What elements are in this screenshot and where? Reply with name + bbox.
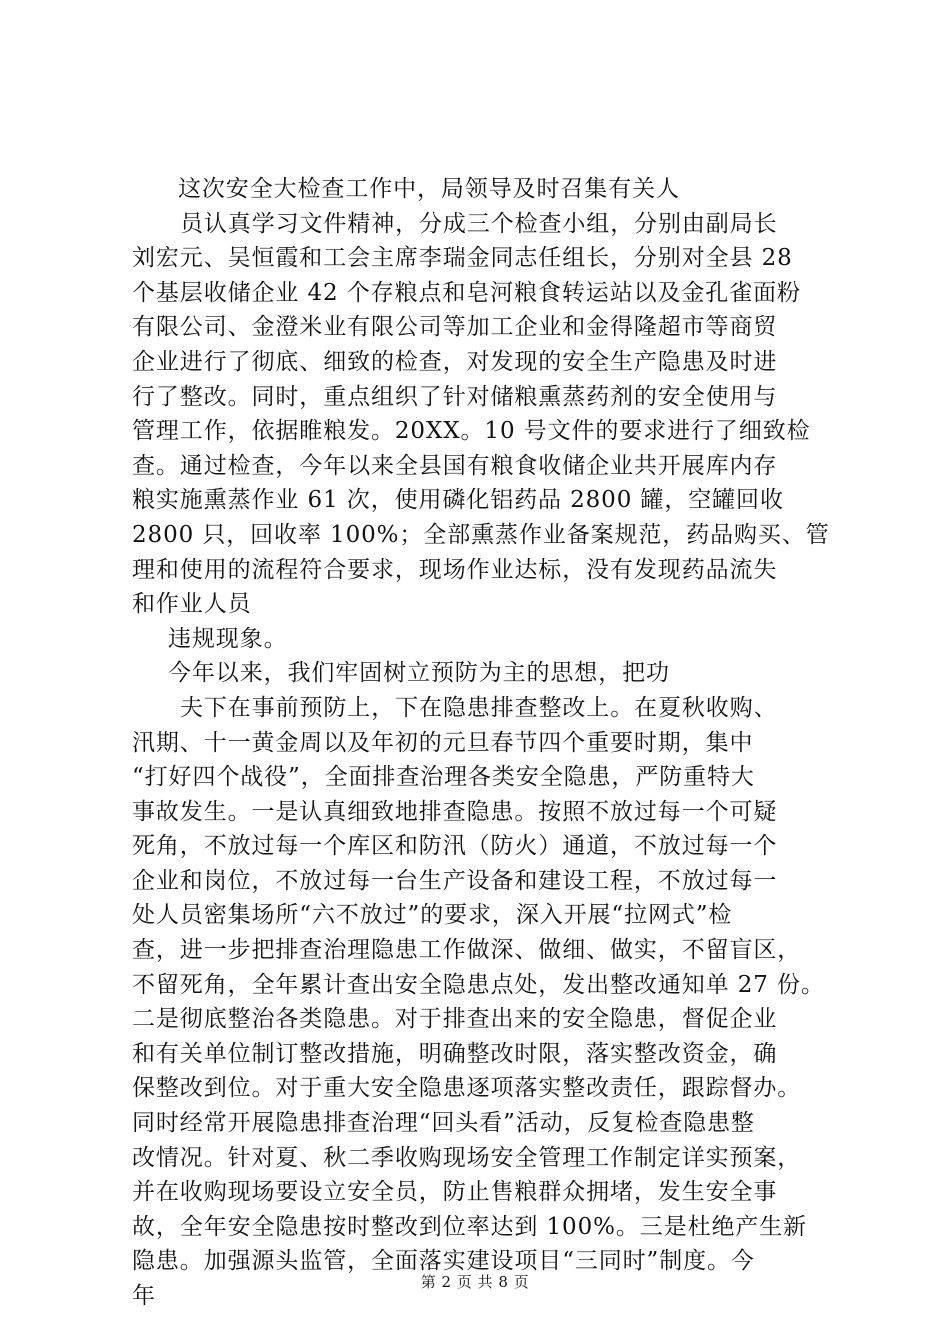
text-line: 不留死角，全年累计查出安全隐患点处，发出整改通知单 27 份。 [132, 971, 825, 998]
text-line: 和作业人员 [132, 591, 252, 618]
text-line: 粮实施熏蒸作业 61 次，使用磷化铝药品 2800 罐，空罐回收 [132, 487, 784, 514]
text-line: 查。通过检查，今年以来全县国有粮食收储企业共开展库内存 [132, 452, 778, 479]
page-number-footer: 第 2 页 共 8 页 [420, 1273, 530, 1291]
text-line: 员认真学习文件精神，分成三个检查小组，分别由副局长 [180, 210, 778, 237]
text-line: 夫下在事前预防上，下在隐患排查整改上。在夏秋收购、 [180, 694, 778, 721]
text-line: 这次安全大检查工作中，局领导及时召集有关人 [178, 176, 680, 202]
text-line: 二是彻底整治各类隐患。对于排查出来的安全隐患，督促企业 [132, 1006, 778, 1033]
text-line: 隐患。加强源头监管，全面落实建设项目“三同时”制度。今 [132, 1248, 755, 1275]
text-line: 和有关单位制订整改措施，明确整改时限，落实整改资金，确 [132, 1040, 778, 1067]
document-body [132, 172, 846, 1314]
text-line: 理和使用的流程符合要求，现场作业达标，没有发现药品流失 [132, 556, 778, 583]
text-line: 行了整改。同时，重点组织了针对储粮熏蒸药剂的安全使用与 [132, 383, 778, 410]
text-line: “打好四个战役”，全面排查治理各类安全隐患，严防重特大 [132, 764, 755, 791]
text-line: 处人员密集场所“六不放过”的要求，深入开展“拉网式”检 [132, 902, 733, 929]
text-line: 年 [132, 1283, 156, 1309]
text-line: 个基层收储企业 42 个存粮点和皂河粮食转运站以及金孔雀面粉 [132, 279, 801, 306]
text-line: 企业进行了彻底、细致的检查，对发现的安全生产隐患及时进 [132, 348, 778, 375]
text-line: 同时经常开展隐患排查治理“回头看”活动，反复检查隐患整 [132, 1110, 755, 1137]
text-line: 并在收购现场要设立安全员，防止售粮群众拥堵，发生安全事 [132, 1179, 778, 1206]
text-line: 查，进一步把排查治理隐患工作做深、做细、做实，不留盲区， [132, 937, 802, 964]
text-line: 死角，不放过每一个库区和防汛（防火）通道，不放过每一个 [132, 833, 778, 860]
text-line: 故，全年安全隐患按时整改到位率达到 100%。三是杜绝产生新 [132, 1213, 808, 1240]
text-line: 刘宏元、吴恒霞和工会主席李瑞金同志任组长，分别对全县 28 [132, 245, 793, 272]
text-line: 企业和岗位，不放过每一台生产设备和建设工程，不放过每一 [132, 867, 778, 894]
text-line: 改情况。针对夏、秋二季收购现场安全管理工作制定详实预案， [132, 1144, 802, 1171]
text-line: 汛期、十一黄金周以及年初的元旦春节四个重要时期，集中 [132, 729, 754, 756]
text-line: 保整改到位。对于重大安全隐患逐项落实整改责任，跟踪督办。 [132, 1075, 802, 1102]
text-line: 事故发生。一是认真细致地排查隐患。按照不放过每一个可疑 [132, 798, 778, 825]
text-line: 管理工作，依据睢粮发。20XX。10 号文件的要求进行了细致检 [132, 418, 811, 445]
text-line: 今年以来，我们牢固树立预防为主的思想，把功 [168, 660, 670, 687]
text-line: 有限公司、金澄米业有限公司等加工企业和金得隆超市等商贸 [132, 314, 778, 341]
text-line: 违规现象。 [168, 625, 288, 652]
text-line: 2800 只，回收率 100%；全部熏蒸作业备案规范，药品购买、管 [132, 521, 830, 548]
